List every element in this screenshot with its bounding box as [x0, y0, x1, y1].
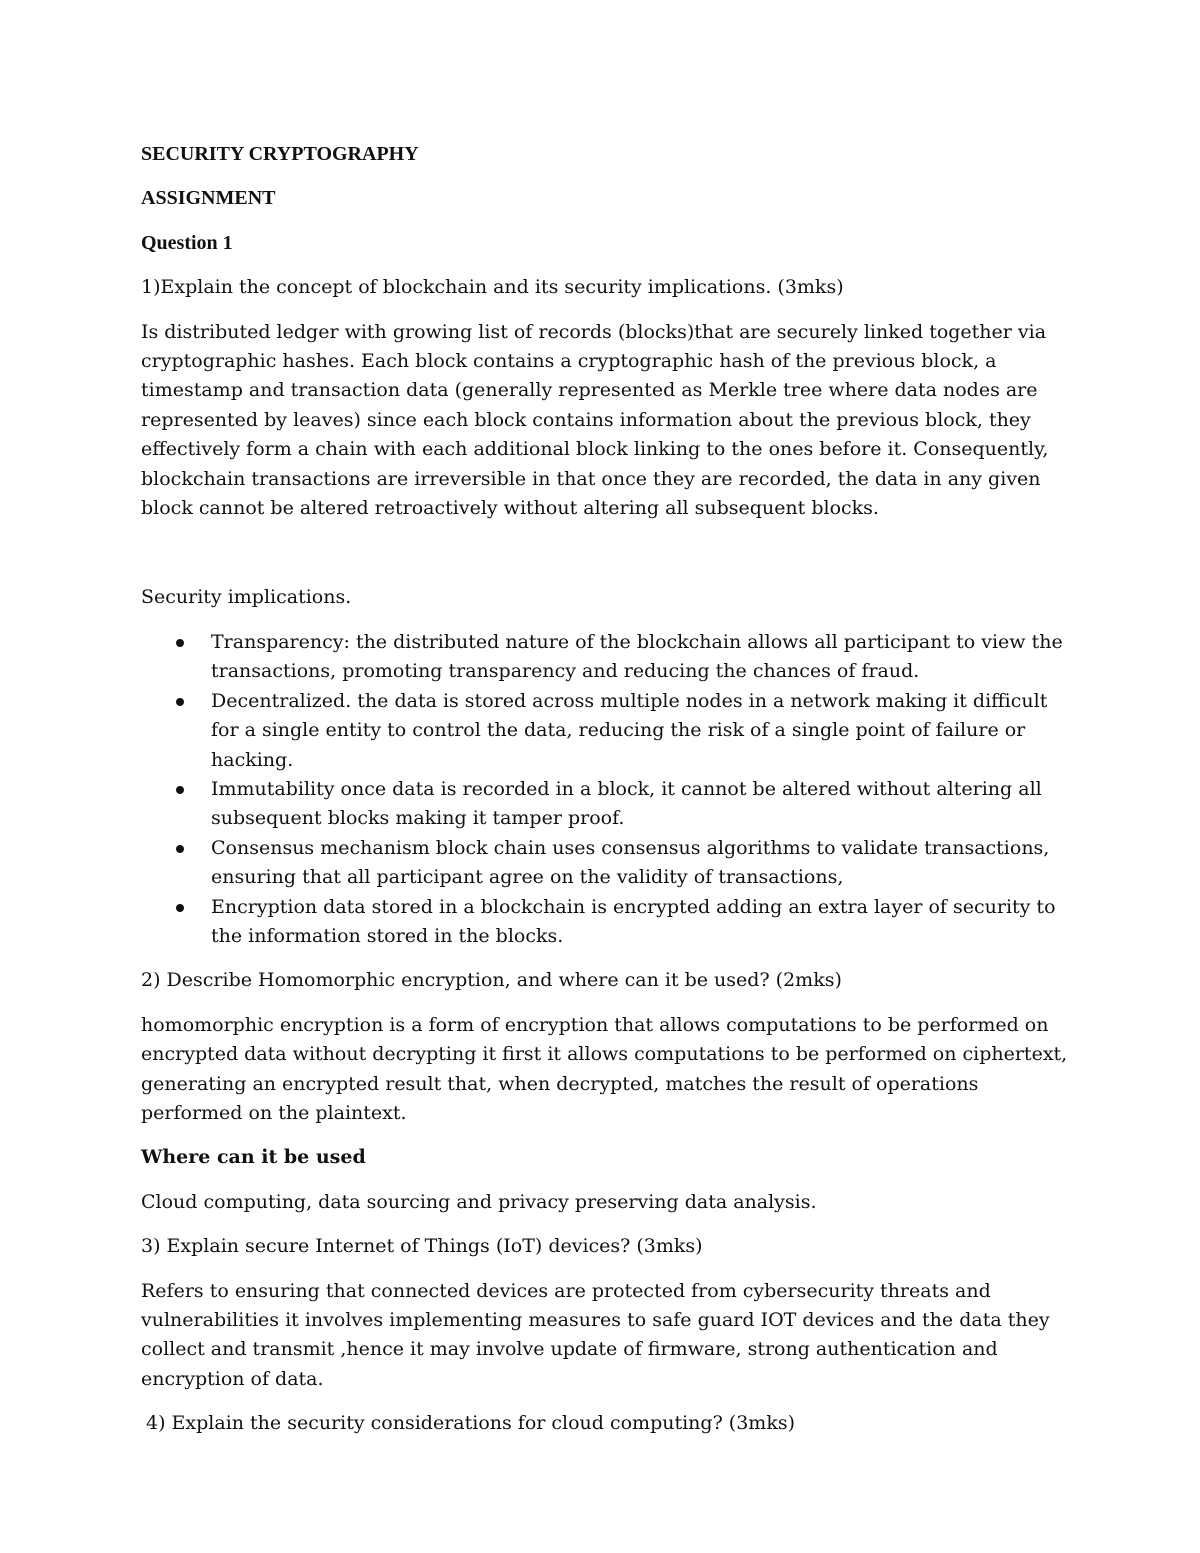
- list-item: [141, 628, 1071, 687]
- bullet-icon: [176, 639, 184, 647]
- q4-prompt: 4) Explain the security considerations for cloud computing? (3mks): [146, 1412, 795, 1435]
- document-body: [141, 140, 1071, 1454]
- list-item: [141, 687, 1071, 775]
- q2-uses-heading: Where can it be used: [141, 1146, 366, 1169]
- list-item: [141, 893, 1071, 952]
- list-item: [141, 775, 1071, 834]
- bullet-icon: [176, 904, 184, 912]
- q1-answer: Is distributed ledger with growing list of records (blocks)that are securely linked together via cryptographic hashes. Each block contains a cryptographic hash of the previous block, a timestamp and transaction data (generally represented as Merkle tree where data nodes are represented by leaves) since each block contains information about the previous block, they effectively form a chain with each additional block linking to the ones before it. Consequently, blockchain transactions are irreversible in that once they are recorded, the data in any given block cannot be altered retroactively without altering all subsequent blocks.: [141, 320, 1049, 520]
- document-subtitle: ASSIGNMENT: [141, 187, 276, 210]
- list-item-text: Immutability once data is recorded in a block, it cannot be altered without altering all subsequent blocks making it tamper proof.: [211, 777, 1042, 830]
- list-item-text: Encryption data stored in a blockchain is encrypted adding an extra layer of security to the information stored in the blocks.: [211, 895, 1056, 947]
- security-implications-label: Security implications.: [141, 586, 352, 609]
- q3-answer: Refers to ensuring that connected devices are protected from cybersecurity threats and vulnerabilities it involves implementing measures to safe guard IOT devices and the data they collect and transmit ,hence it may involve update of firmware, strong authentication and encryption of data.: [141, 1279, 1050, 1390]
- q1-prompt: 1)Explain the concept of blockchain and its security implications. (3mks): [141, 276, 844, 299]
- list-item-text: Decentralized. the data is stored across multiple nodes in a network making it difficult for a single entity to control the data, reducing the risk of a single point of failure or hacking.: [211, 689, 1048, 771]
- q2-prompt: 2) Describe Homomorphic encryption, and where can it be used? (2mks): [141, 969, 842, 992]
- list-item: [141, 834, 1071, 893]
- list-item-text: Transparency: the distributed nature of the blockchain allows all participant to view the transactions, promoting transparency and reducing the chances of fraud.: [211, 630, 1063, 683]
- bullet-icon: [176, 786, 184, 794]
- question-label: Question 1: [141, 231, 233, 254]
- bullet-icon: [176, 698, 184, 706]
- bullet-icon: [176, 845, 184, 853]
- list-item-text: Consensus mechanism block chain uses consensus algorithms to validate transactions, ensuring that all participant agree on the validity of transactions,: [211, 836, 1050, 889]
- q2-uses: Cloud computing, data sourcing and privacy preserving data analysis.: [141, 1190, 817, 1213]
- security-implications-list: [141, 628, 1071, 951]
- q2-answer: homomorphic encryption is a form of encryption that allows computations to be performed on encrypted data without decrypting it first it allows computations to be performed on ciphertext, generating an encrypted result that, when decrypted, matches the result of operations performed on the plaintext.: [141, 1013, 1068, 1124]
- q3-prompt: 3) Explain secure Internet of Things (IoT) devices? (3mks): [141, 1235, 703, 1258]
- document-title: SECURITY CRYPTOGRAPHY: [141, 143, 419, 165]
